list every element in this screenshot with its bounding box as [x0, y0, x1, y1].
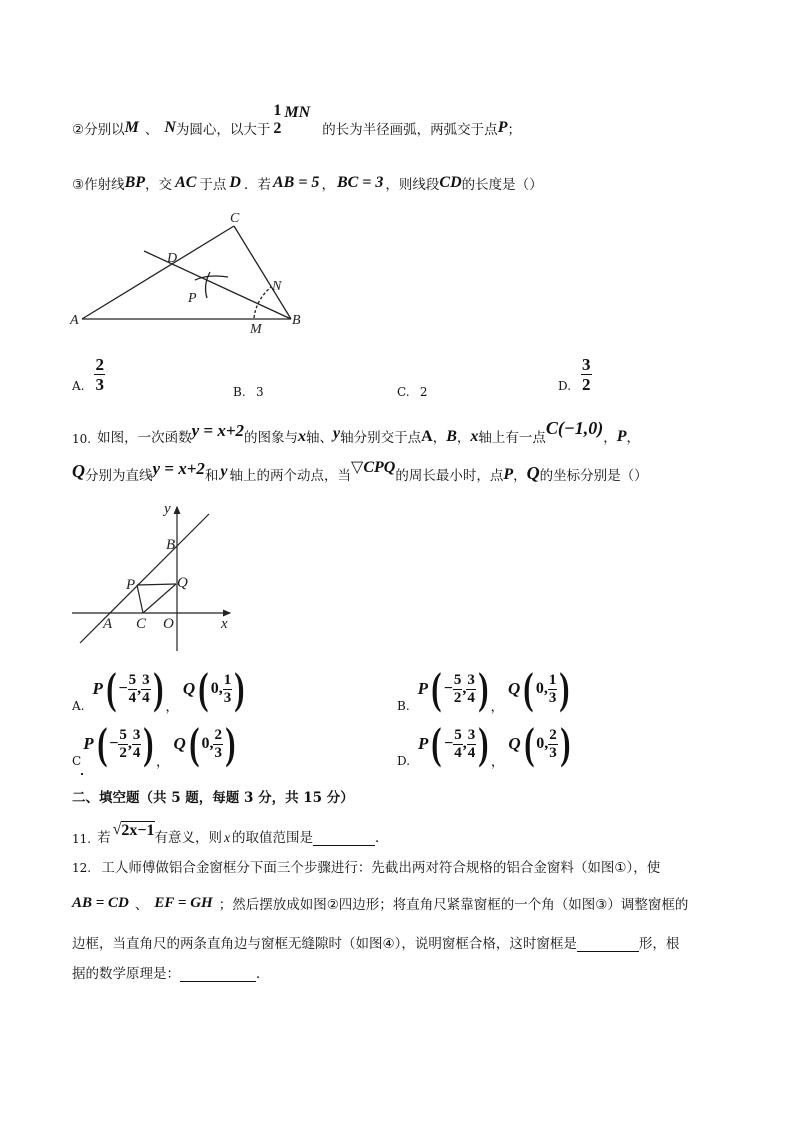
label-y: y: [164, 501, 171, 517]
label-m: M: [250, 322, 262, 337]
function-expression: y = x+2: [191, 421, 245, 440]
fraction-3-2: $\frac{3}{2}$: [582, 355, 591, 394]
q9-step2-mid: 为圆心，以大于: [175, 122, 271, 138]
label-d: D: [167, 251, 178, 266]
q9-step2-sep: 、: [144, 122, 159, 138]
q12-line4: 据的数学原理是： ．: [72, 966, 270, 982]
q9-option-d[interactable]: D. $\frac{3}{2}$: [558, 355, 591, 394]
q10-line2: Q 分别为直线 y = x+2 和 y 轴上的两个动点，当 ▽CPQ 的周长最小时，点 P ， Q 的坐标分别是（）: [72, 459, 648, 484]
stray-dot: [81, 773, 83, 775]
ray-bp: BP: [124, 174, 146, 191]
segment-cq: [143, 584, 176, 613]
eq-bc: BC = 3: [336, 174, 384, 191]
answer-blank[interactable]: [313, 831, 375, 846]
q12-line3: 边框，当直角尺的两条直角边与窗框无缝隙时（如图④），说明窗框合格，这时窗框是 形，根: [72, 936, 680, 952]
q11: 11. 若 √ 2x−1 有意义，则 x 的取值范围是 ．: [72, 821, 389, 846]
label-a: A: [103, 616, 113, 632]
segment-cd: CD: [439, 174, 462, 191]
q9-step3: ③作射线 BP ，交 AC 于点 D ．若 AB = 5 ， BC = 3 ，则线段 CD 的长度是（）: [72, 174, 543, 193]
segment-ac: AC: [175, 174, 197, 191]
section-title-fill-in: 二、填空题（共 5 题，每题 3 分，共 15 分）: [72, 790, 354, 806]
label-c: C: [136, 616, 147, 632]
coord-q: Q ( 0 , $\frac{1}{3}$ ): [182, 664, 245, 713]
label-o: O: [163, 616, 174, 632]
coord-q: Q ( 0 , $\frac{1}{3}$ ): [507, 664, 570, 713]
side-ac: [82, 226, 234, 319]
q10-option-c[interactable]: C P ( − $\frac{5}{2}$ , $\frac{3}{4}$ ) ， Q ( 0 , $\frac{2}{3}$ ): [72, 722, 238, 770]
point-m: M: [124, 119, 139, 136]
q10-line1: 10. 如图，一次函数 y = x+2 的图象与 x 轴、 y 轴分别交于点 A ， B ， x 轴上有一点 C(−1,0) ， P ，: [72, 418, 641, 446]
point-n: N: [164, 119, 176, 136]
coord-q: Q ( 0 , $\frac{2}{3}$ ): [173, 719, 236, 768]
label-q: Q: [177, 575, 188, 591]
label-p: P: [188, 291, 197, 306]
label-a: A: [70, 313, 79, 328]
label-b: B: [292, 313, 301, 328]
q9-step2: ②分别以 M 、 N 为圆心，以大于 1 2 MN 的长为半径画弧，两弧交于点 P ；: [72, 102, 521, 138]
coord-q: Q ( 0 , $\frac{2}{3}$ ): [508, 719, 571, 768]
coord-p: P ( − $\frac{5}{2}$ , $\frac{3}{4}$ ): [417, 664, 489, 713]
q10-option-a[interactable]: A. P ( − $\frac{5}{4}$ , $\frac{3}{4}$ ) ， Q ( 0 , $\frac{1}{3}$ ): [72, 667, 247, 715]
q12-line1: 12. 工人师傅做铝合金窗框分下面三个步骤进行：先截出两对符合规格的铝合金窗料（如图①），使: [72, 860, 661, 876]
sqrt-expression: √ 2x−1: [112, 821, 155, 839]
q10-coordinate-figure: [60, 495, 250, 660]
q9-step2-suffix: 的长为半径画弧，两弧交于点: [322, 122, 498, 138]
eq-ab-cd: AB = CD: [72, 894, 129, 911]
label-x: x: [221, 616, 228, 632]
label-p: P: [126, 577, 136, 593]
side-bc: [234, 226, 291, 319]
eq-ab: AB = 5: [272, 174, 320, 191]
answer-blank-shape[interactable]: [577, 937, 639, 952]
coord-p: P ( − $\frac{5}{2}$ , $\frac{3}{4}$ ): [83, 719, 154, 768]
eq-ef-gh: EF = GH: [154, 894, 213, 911]
q9-triangle-figure: [60, 200, 320, 340]
radical-sign: √: [112, 821, 122, 838]
fraction-half: 1 2: [273, 102, 282, 137]
q10-option-d[interactable]: D. P ( − $\frac{5}{4}$ , $\frac{3}{4}$ ) ， Q ( 0 , $\frac{2}{3}$ ): [397, 722, 572, 770]
q9-option-c[interactable]: C. 2: [397, 385, 428, 399]
q12-line2: AB = CD 、 EF = GH ；然后摆放成如图②四边形；将直角尺紧靠窗框的一个角（如图③）调整窗框的: [72, 894, 689, 913]
label-c: C: [230, 211, 240, 226]
segment-pc: [137, 585, 143, 613]
coord-p: P ( − $\frac{5}{4}$ , $\frac{3}{4}$ ): [92, 664, 164, 713]
point-d: D: [229, 174, 241, 191]
point-p: P: [497, 119, 508, 136]
q9-option-b[interactable]: B. 3: [233, 385, 264, 399]
q9-step2-prefix: ②分别以: [72, 122, 125, 138]
q9-option-a[interactable]: A. $\frac{2}{3}$: [72, 355, 104, 394]
fraction-2-3: $\frac{2}{3}$: [95, 355, 104, 394]
triangle-cpq: ▽CPQ: [351, 459, 396, 476]
label-n: N: [272, 279, 282, 294]
segment-pq: [137, 584, 176, 585]
coord-p: P ( − $\frac{5}{4}$ , $\frac{3}{4}$ ): [418, 719, 489, 768]
answer-blank-principle[interactable]: [180, 967, 256, 982]
label-b: B: [166, 537, 176, 553]
q10-option-b[interactable]: B. P ( − $\frac{5}{2}$ , $\frac{3}{4}$ ) ， Q ( 0 , $\frac{1}{3}$ ): [397, 667, 572, 715]
point-c-coord: C(−1,0): [545, 418, 604, 438]
segment-mn: MN: [284, 104, 311, 121]
